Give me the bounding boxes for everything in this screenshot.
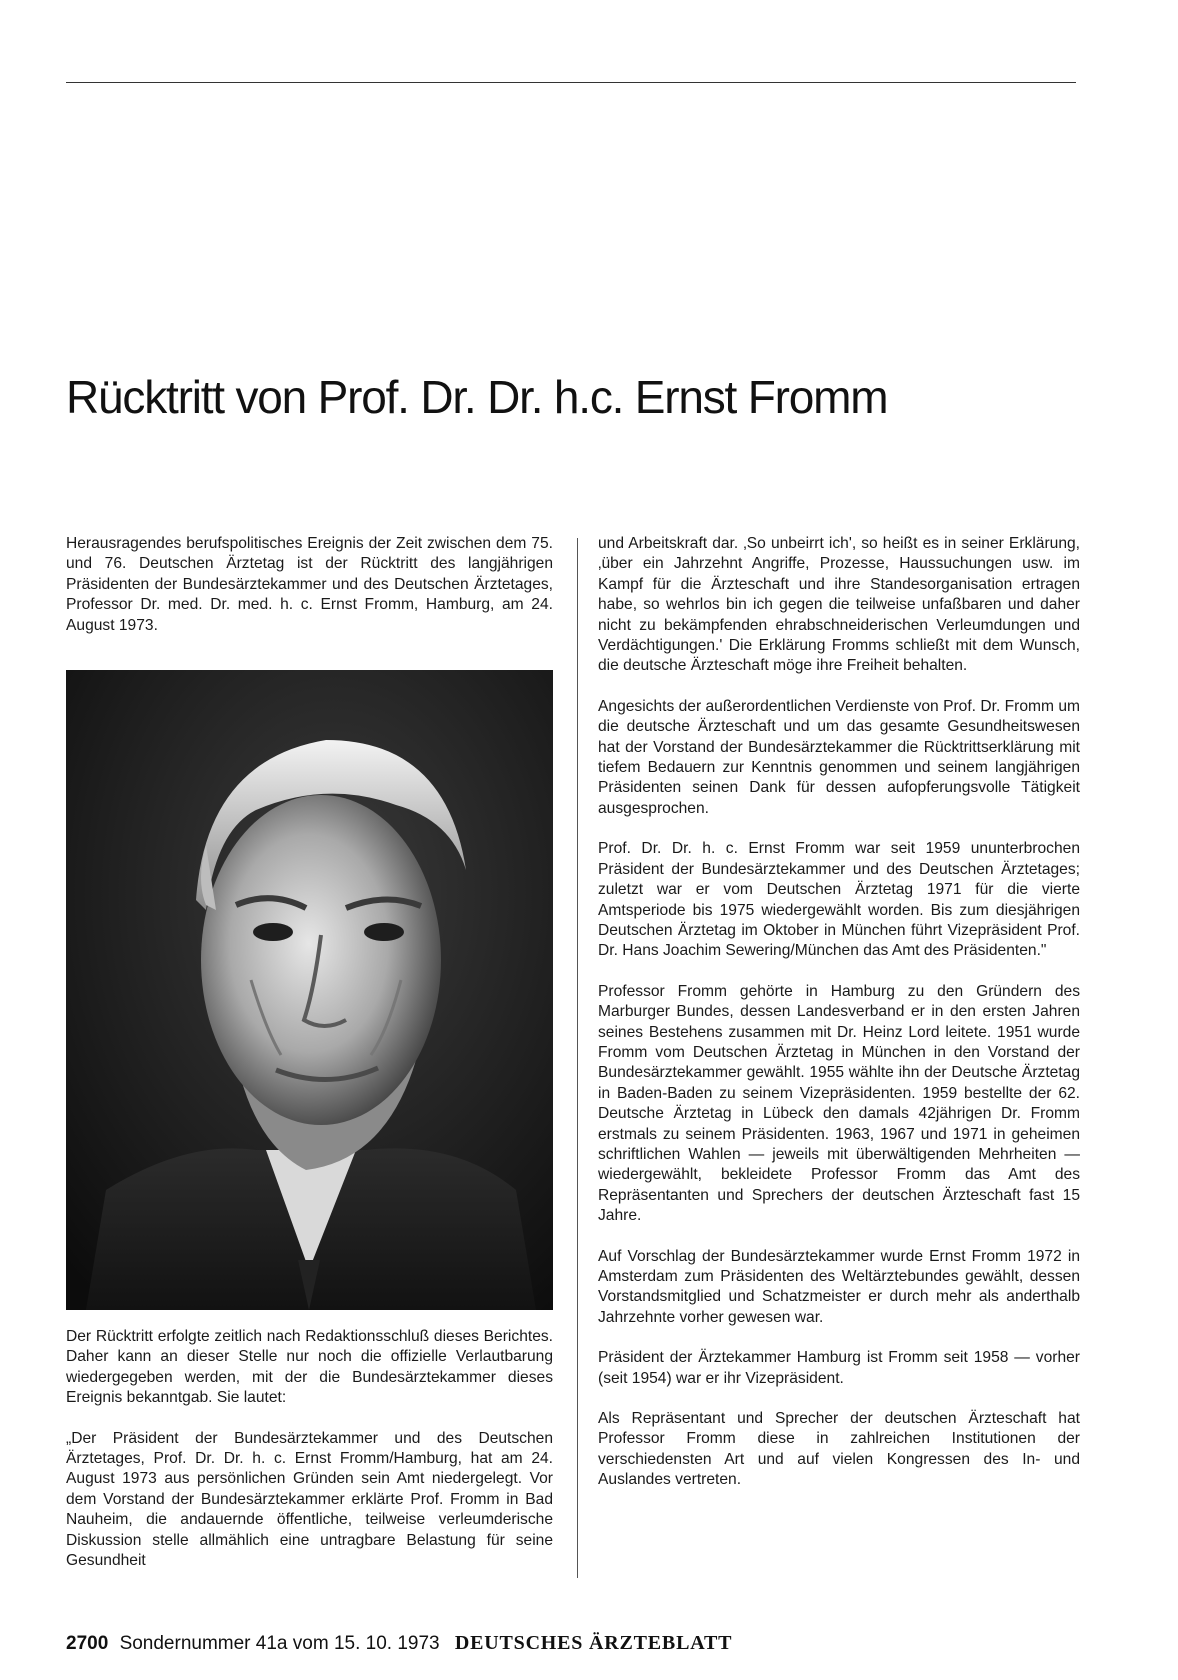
paragraph: und Arbeitskraft dar. ‚So unbeirrt ich', so heißt es in seiner Erklärung, ‚über ein Jahrzehnt Angriffe, Prozesse, Haussuchungen usw. im Kampf für die Ärzteschaft und ihre Standesorganisation ertragen habe, so wehrlos bin ich gegen die teilweise unfaßbaren und daher nicht zu bekämpfenden ehrabschneiderischen Verleumdungen und Verdächtigungen.' Die Erklärung Fromms schließt mit dem Wunsch, die deutsche Ärzteschaft möge ihre Freiheit behalten. [598,535,1080,675]
paragraph: Präsident der Ärztekammer Hamburg ist Fromm seit 1958 — vorher (seit 1954) war er ihr Vizepräsident. [598,1349,1080,1387]
paragraph: Prof. Dr. Dr. h. c. Ernst Fromm war seit 1959 ununterbrochen Präsident der Bundesärztekammer und des Deutschen Ärztetages; zuletzt war er vom Deutschen Ärztetag 1971 für die vierte Amtsperiode bis 1975 wiedergewählt worden. Bis zum diesjährigen Deutschen Ärztetag im Oktober in München führt Vizepräsident Prof. Dr. Hans Joachim Sewering/München das Amt des Präsidenten." [598,840,1080,960]
paragraph: Der Rücktritt erfolgte zeitlich nach Redaktionsschluß dieses Berichtes. Daher kann an dieser Stelle nur noch die offizielle Verlautbarung wiedergegeben werden, mit der die Bundesärztekammer dieses Ereignis bekanntgab. Sie lautet: [66,1328,553,1407]
left-column-text [66,1327,553,1591]
intro-paragraph [66,534,553,656]
portrait-image [66,670,553,1310]
page-footer [66,1632,732,1655]
portrait-photo [66,670,553,1310]
right-column-text [598,534,1080,1511]
top-rule [66,82,1076,83]
page-number: 2700 [66,1633,109,1654]
column-divider [577,538,578,1578]
article-title: Rücktritt von Prof. Dr. Dr. h.c. Ernst Fromm [66,371,888,423]
paragraph: Als Repräsentant und Sprecher der deutschen Ärzteschaft hat Professor Fromm diese in zahlreichen Institutionen der verschiedensten Art und auf vielen Kongressen des In- und Auslandes vertreten. [598,1410,1080,1489]
paragraph: Auf Vorschlag der Bundesärztekammer wurde Ernst Fromm 1972 in Amsterdam zum Präsidenten des Weltärztebundes gewählt, dessen Vorstandsmitglied und Schatzmeister er durch mehr als anderthalb Jahrzehnte vorher gewesen war. [598,1247,1080,1326]
journal-name: DEUTSCHES ÄRZTEBLATT [454,1632,733,1654]
intro-text: Herausragendes berufspolitisches Ereignis der Zeit zwischen dem 75. und 76. Deutschen Ärztetag ist der Rücktritt des langjährigen Präsidenten der Bundesärztekammer und des Deutschen Ärztetages, Professor Dr. med. Dr. med. h. c. Ernst Fromm, Hamburg, am 24. August 1973. [66,535,553,634]
paragraph: Angesichts der außerordentlichen Verdienste von Prof. Dr. Fromm um die deutsche Ärzteschaft und um das gesamte Gesundheitswesen hat der Vorstand der Bundesärztekammer die Rücktrittserklärung mit tiefem Bedauern zur Kenntnis genommen und seinem langjährigen Präsidenten seinen Dank für dessen aufopferungsvolle Tätigkeit ausgesprochen. [598,697,1080,817]
issue-info: Sondernummer 41a vom 15. 10. 1973 [119,1633,440,1654]
paragraph: Professor Fromm gehörte in Hamburg zu den Gründern des Marburger Bundes, dessen Landesverband er in den ersten Jahren seines Bestehens zusammen mit Dr. Heinz Lord leitete. 1951 wurde Fromm vom Deutschen Ärztetag in München in den Vorstand der Bundesärztekammer gewählt. 1955 wählte ihn der Deutsche Ärztetag in Baden-Baden zu seinem Vizepräsidenten. 1959 bestellte der 62. Deutsche Ärztetag in Lübeck den damals 42jährigen Dr. Fromm erstmals zu seinem Präsidenten. 1963, 1967 und 1971 in geheimen schriftlichen Wahlen — jeweils mit überwältigenden Mehrheiten — wiedergewählt, bekleidete Professor Fromm das Amt des Repräsentanten und Sprechers der deutschen Ärzteschaft fast 15 Jahre. [598,982,1080,1225]
paragraph: „Der Präsident der Bundesärztekammer und des Deutschen Ärztetages, Prof. Dr. Dr. h. c. Ernst Fromm/Hamburg, hat am 24. August 1973 aus persönlichen Gründen sein Amt niedergelegt. Vor dem Vorstand der Bundesärztekammer erklärte Prof. Fromm in Bad Nauheim, die andauernde öffentliche, teilweise verleumderische Diskussion stelle allmählich eine untragbare Belastung für seine Gesundheit [66,1429,553,1570]
